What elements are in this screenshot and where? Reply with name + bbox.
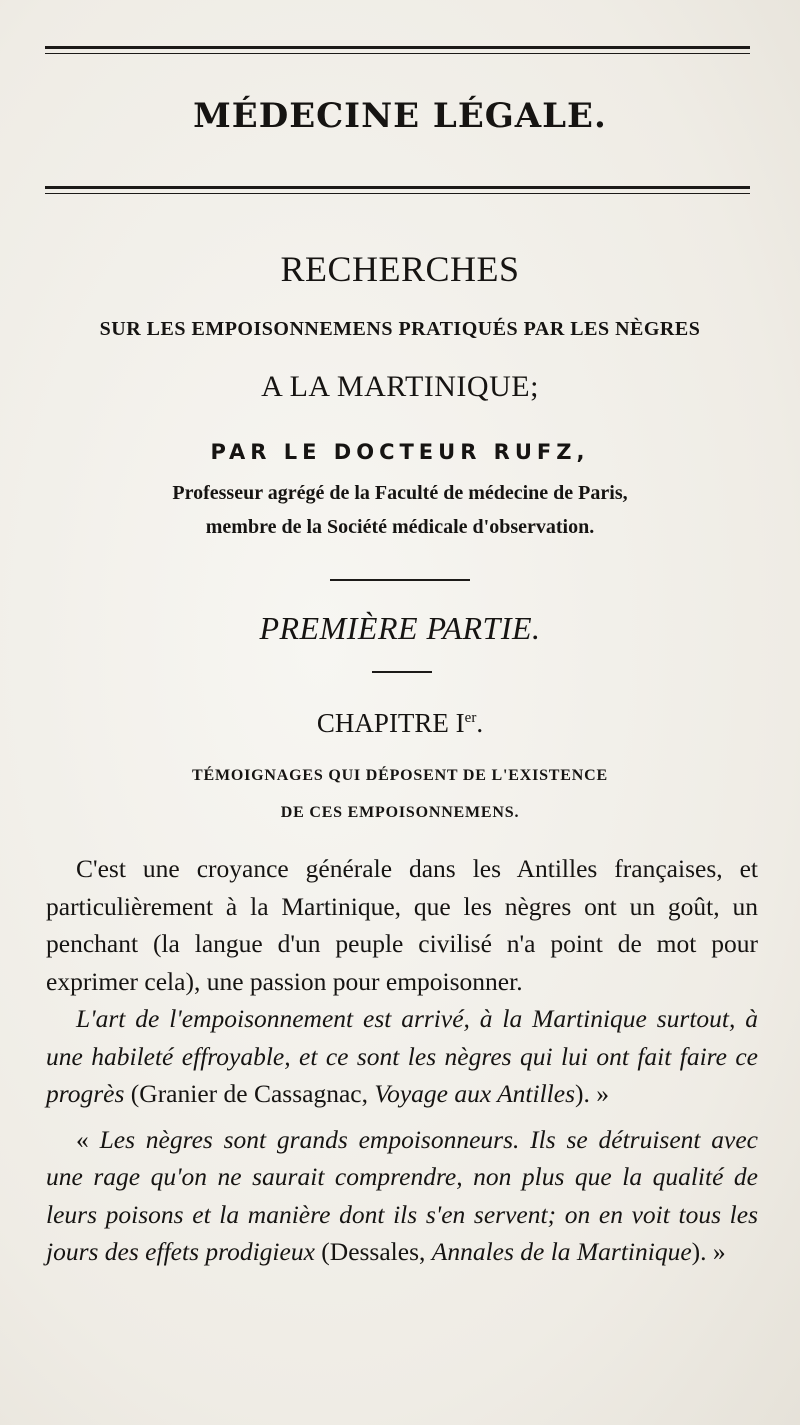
- part-title: PREMIÈRE PARTIE.: [259, 610, 541, 646]
- separator-rule: [330, 579, 470, 581]
- paragraph-3: « Les nègres sont grands empoisonneurs. Ils se détruisent avec une rage qu'on ne saurait comprendre, non plus que la qualité de leurs poisons et la manière dont ils s'en servent; on en voit tous les jours des effets prodigieux (Dessales, Annales de la Martinique). »: [46, 1124, 758, 1266]
- top-thin-rule: [45, 53, 750, 54]
- chapter-subtitle-line1: TÉMOIGNAGES QUI DÉPOSENT DE L'EXISTENCE: [192, 767, 608, 784]
- section-title: MÉDECINE LÉGALE.: [193, 96, 607, 136]
- chapter-title: CHAPITRE Ier.: [316, 708, 484, 738]
- paragraph-1: C'est une croyance générale dans les Antilles françaises, et particulièrement à la Martinique, que les nègres ont un goût, un penchant (la langue d'un peuple civilisé n'a point de mot pour exprimer cela), une passion pour empoisonner.: [46, 854, 758, 996]
- section-double-rule: [45, 186, 750, 189]
- author-line: PAR LE DOCTEUR RUFZ,: [210, 440, 590, 464]
- separator-rule-short: [372, 671, 432, 673]
- article-subtitle-line1: SUR LES EMPOISONNEMENS PRATIQUÉS PAR LES NÈGRES: [99, 318, 701, 340]
- article-title: RECHERCHES: [280, 249, 520, 289]
- top-double-rule: [45, 46, 750, 49]
- chapter-subtitle-line2: DE CES EMPOISONNEMENS.: [280, 804, 520, 821]
- affiliation-line2: membre de la Société médicale d'observation.: [205, 516, 595, 538]
- section-thin-rule: [45, 193, 750, 194]
- paragraph-2: L'art de l'empoisonnement est arrivé, à la Martinique surtout, à une habileté effroyable, et ce sont les nègres qui lui ont fait faire ce progrès (Granier de Cassagnac, Voyage aux Antilles). »: [46, 1004, 758, 1108]
- body-text: [46, 850, 758, 1271]
- affiliation-line1: Professeur agrégé de la Faculté de médecine de Paris,: [172, 482, 628, 504]
- article-subtitle-line2: A LA MARTINIQUE;: [261, 370, 539, 403]
